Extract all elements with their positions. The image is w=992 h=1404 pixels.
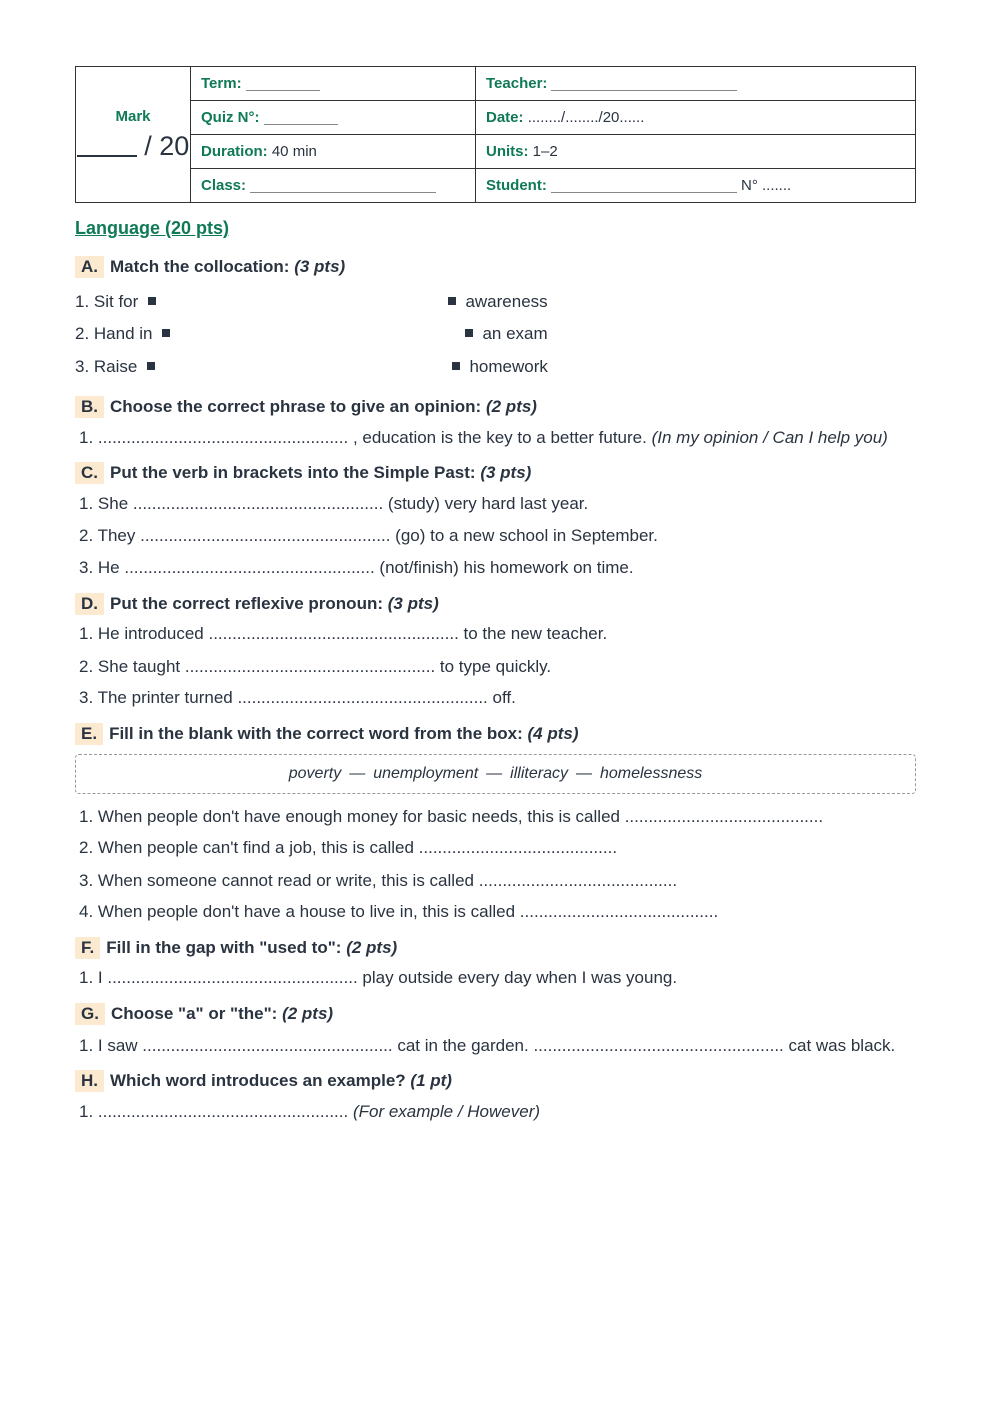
match-dot[interactable] [162, 329, 170, 337]
mark-label: Mark [115, 107, 151, 125]
section-e-pts: (4 pts) [527, 724, 579, 743]
section-b-text: Choose the correct phrase to give an opinion: [110, 397, 482, 416]
question-e2[interactable]: 2. When people can't find a job, this is called .......................................... [79, 838, 618, 857]
word-box-item: unemployment [373, 765, 479, 782]
section-h-pts: (1 pt) [410, 1071, 452, 1090]
student-number[interactable]: N° ....... [741, 177, 792, 194]
question-e4[interactable]: 4. When people don't have a house to live in, this is called .......................................... [79, 902, 719, 921]
section-d-letter: D. [75, 593, 104, 615]
section-title: Language (20 pts) [75, 218, 230, 238]
duration-cell [191, 135, 476, 169]
teacher-field[interactable] [551, 76, 737, 91]
section-d-heading [75, 593, 439, 615]
duration-value: 40 min [271, 143, 317, 160]
section-a-pts: (3 pts) [294, 257, 346, 276]
units-value: 1–2 [532, 143, 558, 160]
teacher-cell [476, 67, 916, 101]
match-right-1: awareness [448, 292, 548, 312]
quiz-label: Quiz N°: [201, 109, 260, 126]
mark-score [76, 131, 190, 162]
word-box-item: poverty [288, 765, 342, 782]
section-b-heading [75, 396, 537, 418]
section-g-heading [75, 1003, 333, 1025]
question-f1[interactable]: 1. I ..................................................... play outside every day when I was young. [79, 968, 678, 987]
match-left-3: 3. Raise [75, 357, 155, 377]
section-h-heading [75, 1070, 452, 1092]
word-box-item: illiteracy [510, 765, 568, 782]
date-value[interactable]: ......../......../20...... [527, 109, 645, 126]
duration-label: Duration: [201, 143, 268, 160]
match-dot[interactable] [147, 362, 155, 370]
match-dot[interactable] [448, 297, 456, 305]
match-left-1: 1. Sit for [75, 292, 156, 312]
question-b1[interactable]: 1. ..................................................... , education is the key to a better future. (In my opinion / Can I help you) [79, 428, 888, 447]
question-c2[interactable]: 2. They ..................................................... (go) to a new school in September. [79, 526, 658, 545]
section-b-letter: B. [75, 396, 104, 418]
section-h-text: Which word introduces an example? [110, 1071, 406, 1090]
header-table [75, 66, 916, 203]
question-d1[interactable]: 1. He introduced ..................................................... to the new teacher. [79, 624, 608, 643]
class-cell [191, 169, 476, 203]
mark-cell [76, 67, 191, 203]
term-field[interactable] [246, 76, 320, 91]
word-box: poverty — unemployment — illiteracy — homelessness [75, 754, 916, 794]
question-d3[interactable]: 3. The printer turned ..................................................... off. [79, 688, 516, 707]
section-h-letter: H. [75, 1070, 104, 1092]
section-f-heading [75, 937, 397, 959]
mark-total: / 20 [144, 130, 190, 161]
quiz-field[interactable] [264, 110, 338, 125]
term-label: Term: [201, 75, 242, 92]
class-field[interactable] [250, 178, 436, 193]
quiz-cell [191, 101, 476, 135]
student-field[interactable] [551, 178, 737, 193]
match-dot[interactable] [452, 362, 460, 370]
section-c-pts: (3 pts) [480, 463, 532, 482]
section-f-text: Fill in the gap with "used to": [106, 938, 342, 957]
section-f-letter: F. [75, 937, 100, 959]
question-c3[interactable]: 3. He ..................................................... (not/finish) his homework on time. [79, 558, 634, 577]
section-g-letter: G. [75, 1003, 105, 1025]
section-b-pts: (2 pts) [485, 397, 537, 416]
section-c-heading [75, 462, 531, 484]
term-cell [191, 67, 476, 101]
question-e3[interactable]: 3. When someone cannot read or write, this is called .......................................... [79, 871, 678, 890]
mark-blank[interactable] [77, 135, 137, 157]
question-d2[interactable]: 2. She taught ..................................................... to type quickly. [79, 657, 552, 676]
section-a-heading [75, 256, 345, 278]
match-left-2: 2. Hand in [75, 324, 170, 344]
section-a-text: Match the collocation: [110, 257, 290, 276]
class-label: Class: [201, 177, 247, 194]
match-right-2: an exam [465, 324, 548, 344]
match-right-3: homework [452, 357, 548, 377]
teacher-label: Teacher: [486, 75, 548, 92]
section-g-text: Choose "a" or "the": [110, 1004, 278, 1023]
question-c1[interactable]: 1. She ..................................................... (study) very hard last year. [79, 494, 589, 513]
section-a-letter: A. [75, 256, 104, 278]
section-d-text: Put the correct reflexive pronoun: [110, 594, 383, 613]
question-e1[interactable]: 1. When people don't have enough money for basic needs, this is called .......................................... [79, 807, 824, 826]
section-d-pts: (3 pts) [387, 594, 439, 613]
match-dot[interactable] [465, 329, 473, 337]
units-label: Units: [486, 143, 529, 160]
section-f-pts: (2 pts) [346, 938, 398, 957]
question-g1[interactable]: 1. I saw ..................................................... cat in the garden. ..................................................... cat was black. [79, 1036, 896, 1055]
word-box-item: homelessness [599, 765, 703, 782]
section-g-pts: (2 pts) [282, 1004, 334, 1023]
match-dot[interactable] [148, 297, 156, 305]
date-label: Date: [486, 109, 524, 126]
student-cell [476, 169, 916, 203]
section-c-text: Put the verb in brackets into the Simple Past: [110, 463, 476, 482]
question-h1[interactable]: 1. ..................................................... (For example / However) [79, 1102, 541, 1121]
section-e-letter: E. [75, 723, 103, 745]
date-cell [476, 101, 916, 135]
section-e-heading [75, 723, 579, 745]
section-e-text: Fill in the blank with the correct word from the box: [109, 724, 523, 743]
units-cell [476, 135, 916, 169]
section-c-letter: C. [75, 462, 104, 484]
student-label: Student: [486, 177, 547, 194]
